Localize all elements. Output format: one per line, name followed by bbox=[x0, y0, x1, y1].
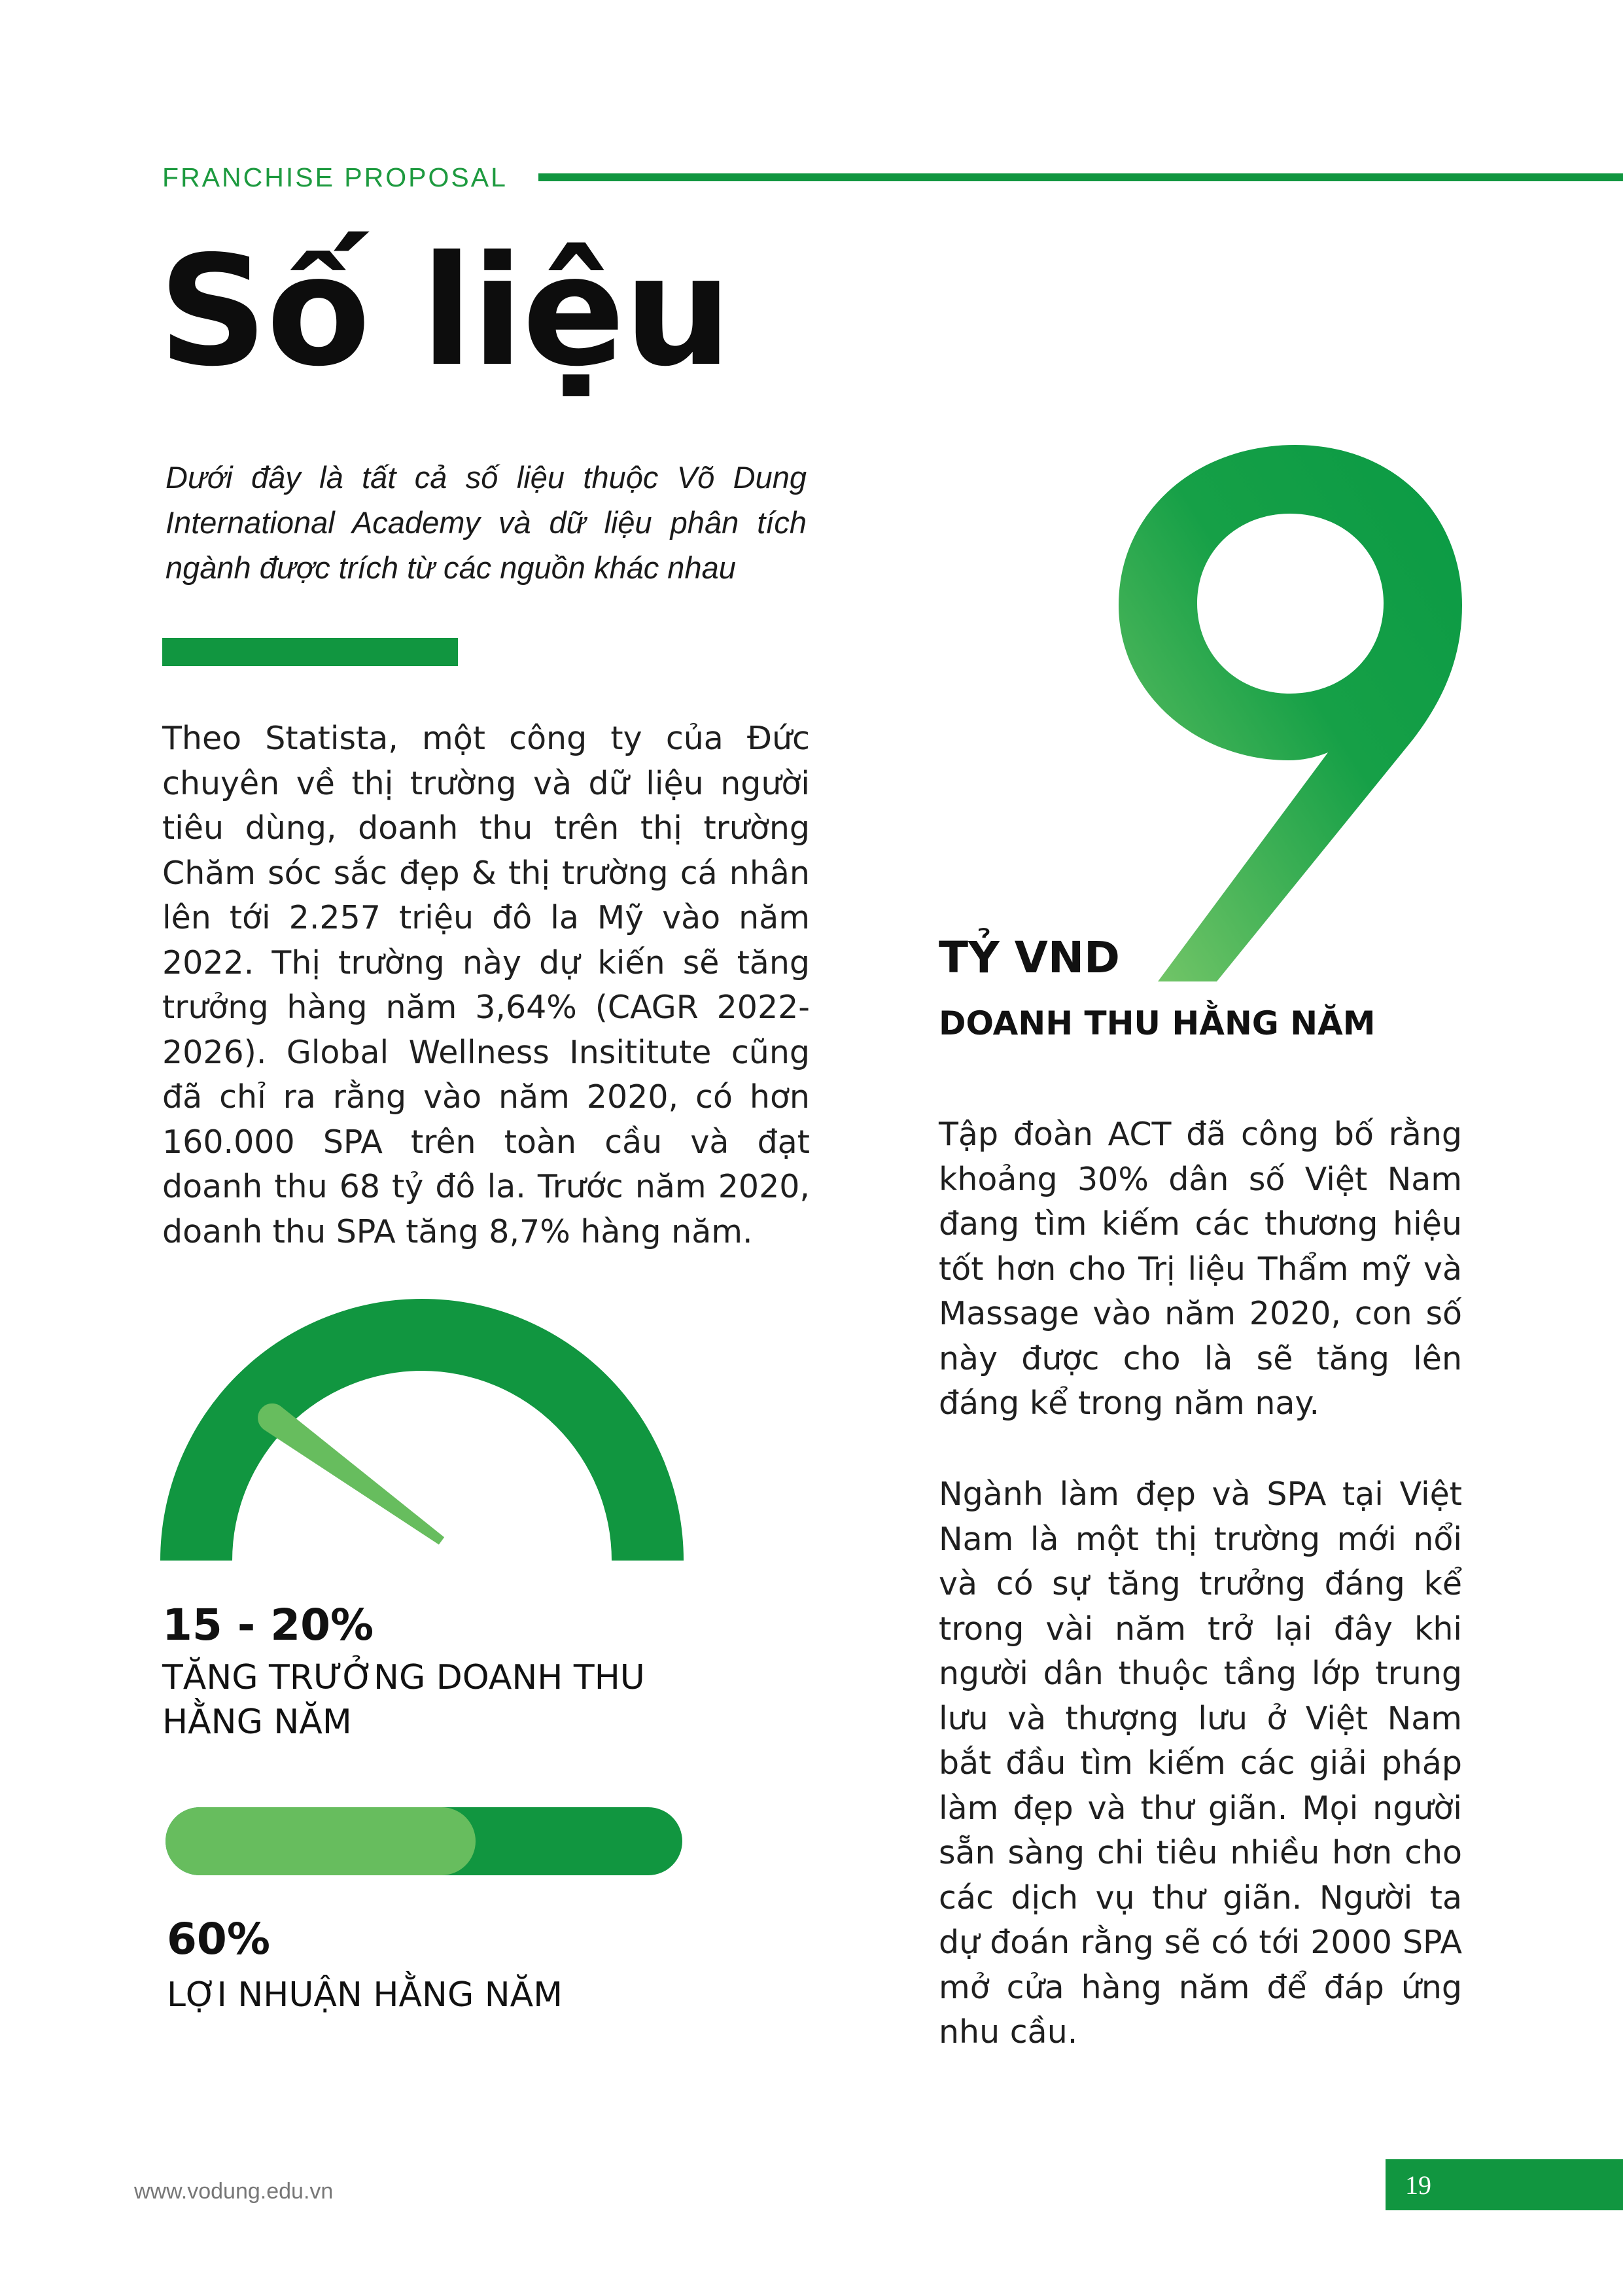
page-number-box bbox=[1386, 2159, 1623, 2210]
revenue-value: TỶ VND bbox=[939, 932, 1120, 983]
profit-progress-fill bbox=[166, 1807, 476, 1875]
accent-bar bbox=[162, 638, 458, 666]
revenue-label: DOANH THU HẰNG NĂM bbox=[939, 1004, 1376, 1042]
growth-label-line1: TĂNG TRƯỞNG DOANH THU bbox=[162, 1658, 645, 1697]
header-rule bbox=[538, 173, 1623, 181]
profit-label: LỢI NHUẬN HẰNG NĂM bbox=[167, 1975, 563, 2015]
nine-stroke bbox=[1119, 445, 1462, 981]
page-number: 19 bbox=[1405, 2170, 1431, 2200]
right-body-paragraph-2: Ngành làm đẹp và SPA tại Việt Nam là một thị trường mới nổi và có sự tăng trưởng đáng kể trong vài năm trở lại đây khi người dân thuộc tầng lớp trung lưu và thượng lưu ở Việt Nam bắt đầu tìm kiếm các giải pháp làm đẹp và thư giãn. Mọi người sẵn sàng chi tiêu nhiều hơn cho các dịch vụ thư giãn. Người ta dự đoán rằng sẽ có tới 2000 SPA mở cửa hàng năm để đáp ứng nhu cầu. bbox=[939, 1475, 1462, 2051]
intro-paragraph: Dưới đây là tất cả số liệu thuộc Võ Dung International Academy và dữ liệu phân tích ngành được trích từ các nguồn khác nhau bbox=[166, 460, 807, 585]
gauge-needle bbox=[252, 1398, 450, 1553]
growth-value: 15 - 20% bbox=[162, 1600, 374, 1650]
growth-label-line2: HẰNG NĂM bbox=[162, 1703, 352, 1742]
big-nine-graphic bbox=[1106, 445, 1472, 988]
left-body-paragraph: Theo Statista, một công ty của Đức chuyên về thị trường và dữ liệu người tiêu dùng, doanh thu trên thị trường Chăm sóc sắc đẹp & thị trường cá nhân lên tới 2.257 triệu đô la Mỹ vào năm 2022. Thị trường này dự kiến sẽ tăng trưởng hàng năm 3,64% (CAGR 2022-2026). Global Wellness Insititute cũng đã chỉ ra rằng vào năm 2020, có hơn 160.000 SPA trên toàn cầu và đạt doanh thu 68 tỷ đô la. Trước năm 2020, doanh thu SPA tăng 8,7% hàng năm. bbox=[162, 720, 810, 1250]
right-body-paragraph-1: Tập đoàn ACT đã công bố rằng khoảng 30% dân số Việt Nam đang tìm kiếm các thương hiệu tốt hơn cho Trị liệu Thẩm mỹ và Massage vào năm 2020, con số này được cho là sẽ tăng lên đáng kể trong năm nay. bbox=[939, 1116, 1462, 1422]
document-header-label: FRANCHISE PROPOSAL bbox=[162, 162, 508, 192]
profit-value: 60% bbox=[167, 1914, 270, 1964]
gauge-needle-shape bbox=[252, 1398, 450, 1553]
growth-gauge bbox=[160, 1299, 684, 1574]
page-title: Số liệu bbox=[158, 223, 731, 400]
footer-url: www.vodung.edu.vn bbox=[134, 2179, 334, 2204]
profit-progress-bar bbox=[166, 1807, 682, 1875]
